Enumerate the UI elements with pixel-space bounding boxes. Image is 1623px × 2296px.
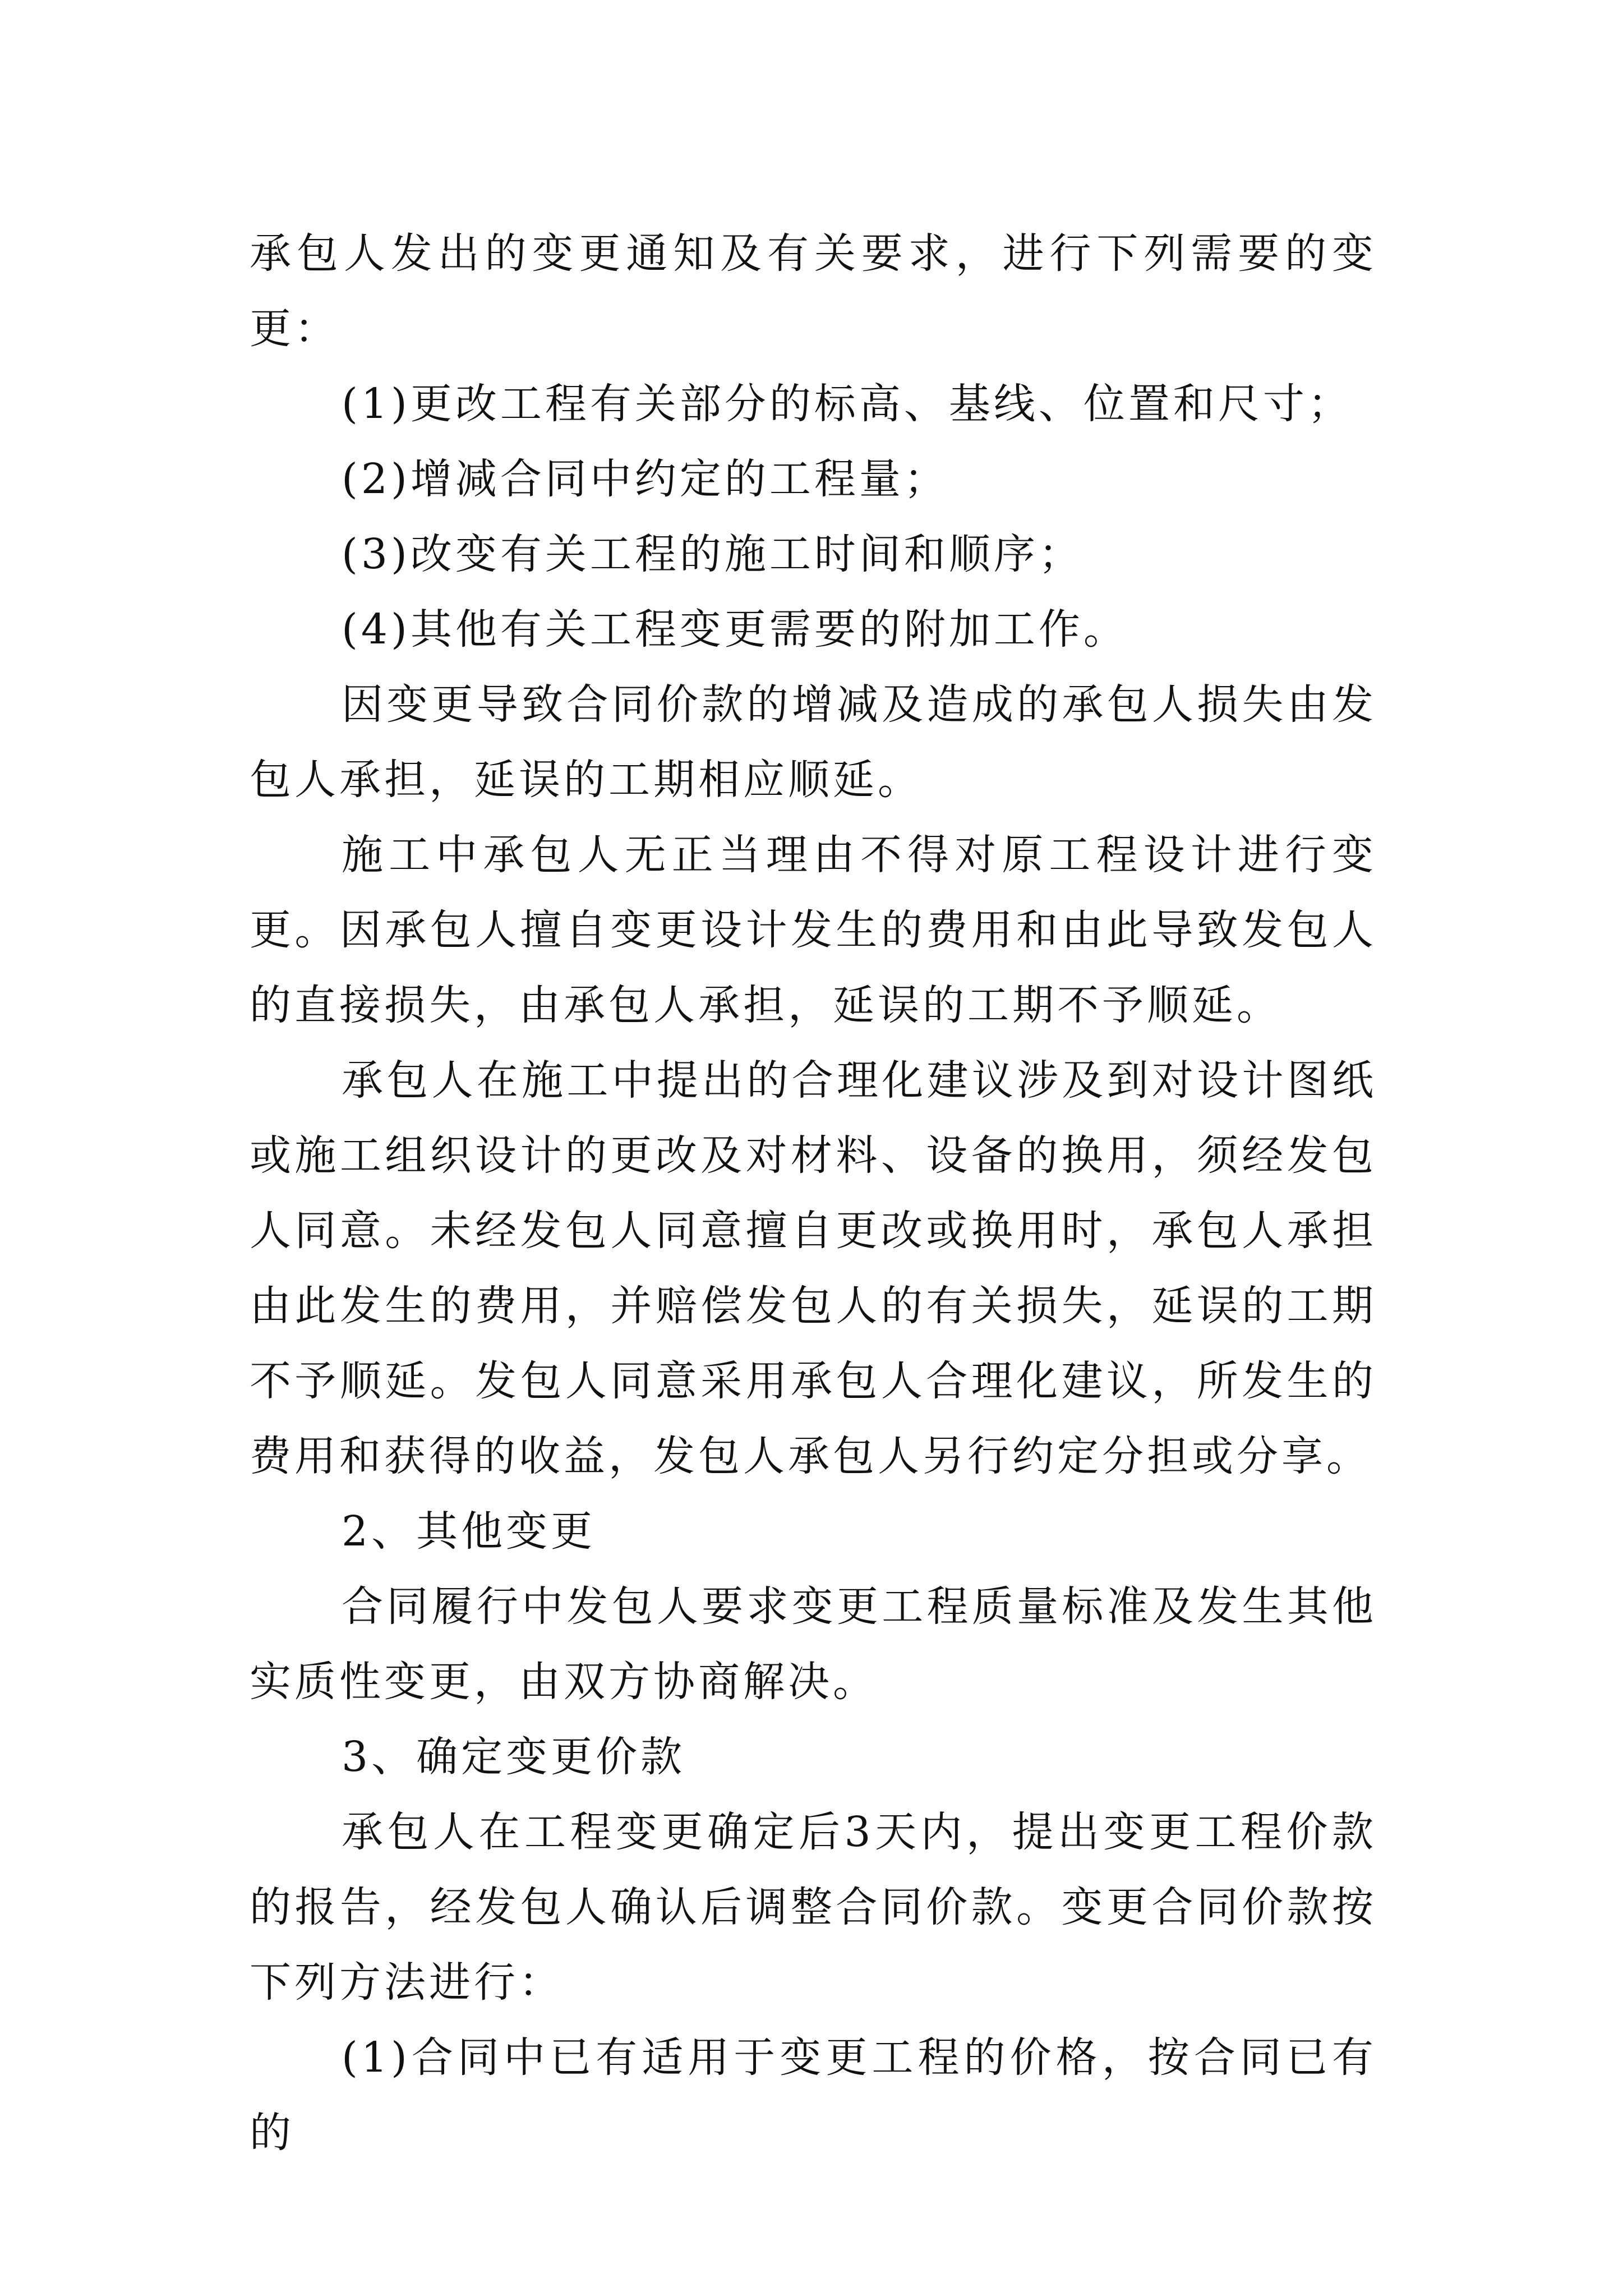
paragraph: 因变更导致合同价款的增减及造成的承包人损失由发包人承担，延误的工期相应顺延。 [250, 680, 1377, 804]
list-item: (4)其他有关工程变更需要的附加工作。 [342, 605, 1128, 654]
list-item: (1)更改工程有关部分的标高、基线、位置和尺寸； [342, 380, 1353, 428]
paragraph: 合同履行中发包人要求变更工程质量标准及发生其他实质性变更，由双方协商解决。 [250, 1582, 1377, 1706]
section-heading: 3、确定变更价款 [342, 1733, 686, 1781]
list-item: (1)合同中已有适用于变更工程的价格，按合同已有的 [250, 2033, 1377, 2157]
paragraph: 承包人在工程变更确定后3天内，提出变更工程价款的报告，经发包人确认后调整合同价款。变更合同价款按下列方法进行： [250, 1808, 1377, 2007]
paragraph: 承包人发出的变更通知及有关要求，进行下列需要的变更： [250, 229, 1377, 353]
list-item: (3)改变有关工程的施工时间和顺序； [342, 530, 1083, 578]
list-item: (2)增减合同中约定的工程量； [342, 455, 949, 503]
paragraph: 施工中承包人无正当理由不得对原工程设计进行变更。因承包人擅自变更设计发生的费用和由此导致发包人的直接损失，由承包人承担，延误的工期不予顺延。 [250, 831, 1377, 1029]
paragraph: 承包人在施工中提出的合理化建议涉及到对设计图纸或施工组织设计的更改及对材料、设备的换用，须经发包人同意。未经发包人同意擅自更改或换用时，承包人承担由此发生的费用，并赔偿发包人的有关损失，延误的工期不予顺延。发包人同意采用承包人合理化建议，所发生的费用和获得的收益，发包人承包人另行约定分担或分享。 [250, 1056, 1377, 1480]
document-body [250, 216, 1377, 2170]
section-heading: 2、其他变更 [342, 1507, 596, 1556]
